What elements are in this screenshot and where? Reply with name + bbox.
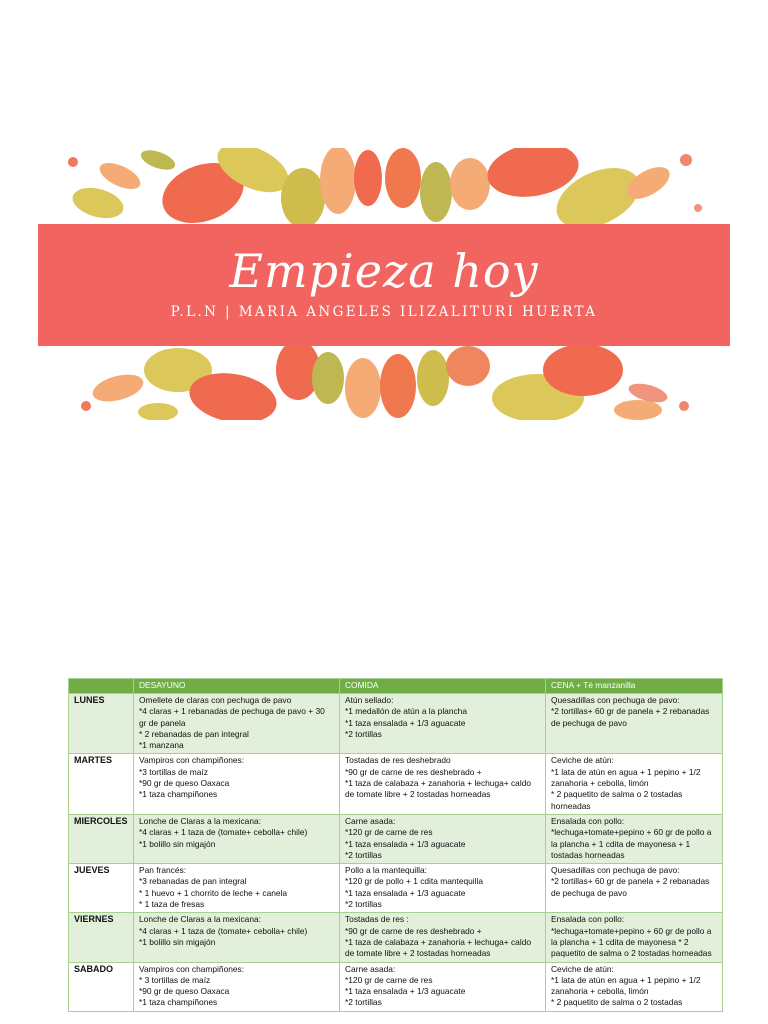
comida-line: *120 gr de pollo + 1 cdita mantequilla — [345, 876, 484, 887]
cena-line: *2 tortillas+ 60 gr de panela + 2 rebanadas de pechuga de pavo — [551, 876, 710, 898]
cena-line: * 2 paquetito de salma o 2 tostadas horneadas — [551, 789, 683, 811]
header-desayuno: DESAYUNO — [134, 679, 340, 694]
meal-plan-table — [68, 678, 723, 1012]
desayuno-cell — [134, 913, 340, 962]
comida-line: *2 tortillas — [345, 728, 382, 739]
cena-line: *1 lata de atún en agua + 1 pepino + 1/2 zanahoria + cebolla, limón — [551, 974, 701, 997]
desayuno-line: *4 claras + 1 taza de (tomate+ cebolla+ chile) — [139, 827, 308, 838]
day-cell: LUNES — [69, 694, 134, 754]
desayuno-line: *3 rebanadas de pan integral — [139, 876, 247, 887]
comida-line: *1 taza de calabaza + zanahoria + lechuga+ caldo de tomate libre + 2 tostadas horneadas — [345, 778, 532, 800]
cena-cell — [546, 962, 723, 1011]
desayuno-line: Omellete de claras con pechuga de pavo — [139, 695, 292, 705]
desayuno-line: *1 bolillo sin migajón — [139, 838, 216, 849]
comida-line: Pollo a la mantequilla: — [345, 865, 427, 876]
desayuno-line: * 1 huevo + 1 chorrito de leche + canela — [139, 887, 288, 898]
comida-line: *2 tortillas — [345, 899, 382, 910]
cena-line: Quesadillas con pechuga de pavo: — [551, 865, 680, 876]
desayuno-line: *90 gr de queso Oaxaca — [139, 778, 230, 789]
table-row — [69, 962, 723, 1011]
desayuno-line: *4 claras + 1 taza de (tomate+ cebolla+ chile) — [139, 925, 308, 936]
comida-line: *1 taza de calabaza + zanahoria + lechuga+ caldo de tomate libre + 2 tostadas horneadas — [345, 936, 532, 959]
desayuno-line: *3 tortillas de maíz — [139, 766, 208, 777]
cena-line: *lechuga+tomate+pepino + 60 gr de pollo a la plancha + 1 cdita de mayonesa * 2 paquetito de salma o 2 tostadas horneadas — [551, 925, 712, 959]
cena-line: Ceviche de atún: — [551, 963, 614, 974]
comida-line: Carne asada: — [345, 815, 396, 826]
table-row — [69, 754, 723, 814]
comida-cell — [340, 814, 546, 863]
table-row — [69, 864, 723, 913]
cena-cell — [546, 754, 723, 814]
comida-cell — [340, 864, 546, 913]
desayuno-line: *1 manzana — [139, 740, 184, 751]
comida-line: *1 taza ensalada + 1/3 aguacate — [345, 717, 466, 728]
comida-line: *120 gr de carne de res — [345, 974, 433, 985]
table-row — [69, 694, 723, 754]
header-banner — [38, 148, 730, 420]
cena-cell — [546, 864, 723, 913]
desayuno-line: Lonche de Claras a la mexicana: — [139, 914, 261, 925]
comida-line: *90 gr de carne de res deshebrado + — [345, 925, 482, 936]
table-row — [69, 814, 723, 863]
comida-line: Carne asada: — [345, 963, 396, 974]
cena-line: Ceviche de atún: — [551, 755, 614, 766]
desayuno-line: * 2 rebanadas de pan integral — [139, 728, 249, 739]
comida-line: Atún sellado: — [345, 695, 394, 705]
comida-line: *90 gr de carne de res deshebrado + — [345, 766, 482, 777]
desayuno-line: Vampiros con champiñones: — [139, 755, 245, 766]
desayuno-line: Pan francés: — [139, 865, 187, 876]
banner-title: Empieza hoy — [229, 244, 539, 298]
comida-line: *1 taza ensalada + 1/3 aguacate — [345, 887, 466, 898]
header-day — [69, 679, 134, 694]
desayuno-cell — [134, 864, 340, 913]
comida-line: *1 taza ensalada + 1/3 aguacate — [345, 986, 466, 997]
cena-line: Ensalada con pollo: — [551, 815, 625, 826]
header-cena: CENA + Té manzanilla — [546, 679, 723, 694]
desayuno-cell — [134, 694, 340, 754]
cena-line: Ensalada con pollo: — [551, 914, 625, 925]
comida-line: *2 tortillas — [345, 849, 382, 860]
cena-cell — [546, 814, 723, 863]
day-cell: MIERCOLES — [69, 814, 134, 863]
cena-line: * 2 paquetito de salma o 2 tostadas — [551, 997, 683, 1008]
desayuno-cell — [134, 754, 340, 814]
table-row — [69, 913, 723, 962]
banner-subtitle: P.L.N | MARIA ANGELES ILIZALITURI HUERTA — [170, 304, 598, 320]
title-band — [38, 224, 730, 346]
desayuno-line: Vampiros con champiñones: — [139, 963, 245, 974]
table-header-row — [69, 679, 723, 694]
bottom-leaves — [81, 340, 689, 420]
day-cell: MARTES — [69, 754, 134, 814]
cena-line: *2 tortillas+ 60 gr de panela + 2 rebanadas de pechuga de pavo — [551, 706, 710, 728]
comida-line: Tostadas de res deshebrado — [345, 755, 451, 766]
desayuno-cell — [134, 814, 340, 863]
comida-line: *1 taza ensalada + 1/3 aguacate — [345, 838, 466, 849]
day-cell: JUEVES — [69, 864, 134, 913]
cena-line: Quesadillas con pechuga de pavo: — [551, 695, 680, 705]
desayuno-line: *1 bolillo sin migajón — [139, 936, 216, 947]
desayuno-line: *4 claras + 1 rebanadas de pechuga de pavo + 30 gr de panela — [139, 706, 325, 728]
comida-line: *1 medallón de atún a la plancha — [345, 706, 467, 717]
comida-cell — [340, 694, 546, 754]
desayuno-cell — [134, 962, 340, 1011]
cena-cell — [546, 694, 723, 754]
day-cell: SABADO — [69, 962, 134, 1011]
cena-line: *lechuga+tomate+pepino + 60 gr de pollo a la plancha + 1 cdita de mayonesa + 1 tostadas horneadas — [551, 827, 712, 860]
comida-cell — [340, 962, 546, 1011]
comida-line: *2 tortillas — [345, 997, 382, 1008]
desayuno-line: *90 gr de queso Oaxaca — [139, 986, 230, 997]
desayuno-line: * 3 tortillas de maíz — [139, 974, 211, 985]
desayuno-line: *1 taza champiñones — [139, 789, 218, 800]
desayuno-line: Lonche de Claras a la mexicana: — [139, 815, 261, 826]
cena-cell — [546, 913, 723, 962]
comida-line: *120 gr de carne de res — [345, 827, 433, 838]
desayuno-line: *1 taza champiñones — [139, 997, 218, 1008]
desayuno-line: * 1 taza de fresas — [139, 899, 205, 910]
cena-line: *1 lata de atún en agua + 1 pepino + 1/2 zanahoria + cebolla, limón — [551, 766, 701, 789]
comida-line: Tostadas de res : — [345, 914, 409, 925]
day-cell: VIERNES — [69, 913, 134, 962]
header-comida: COMIDA — [340, 679, 546, 694]
comida-cell — [340, 754, 546, 814]
comida-cell — [340, 913, 546, 962]
